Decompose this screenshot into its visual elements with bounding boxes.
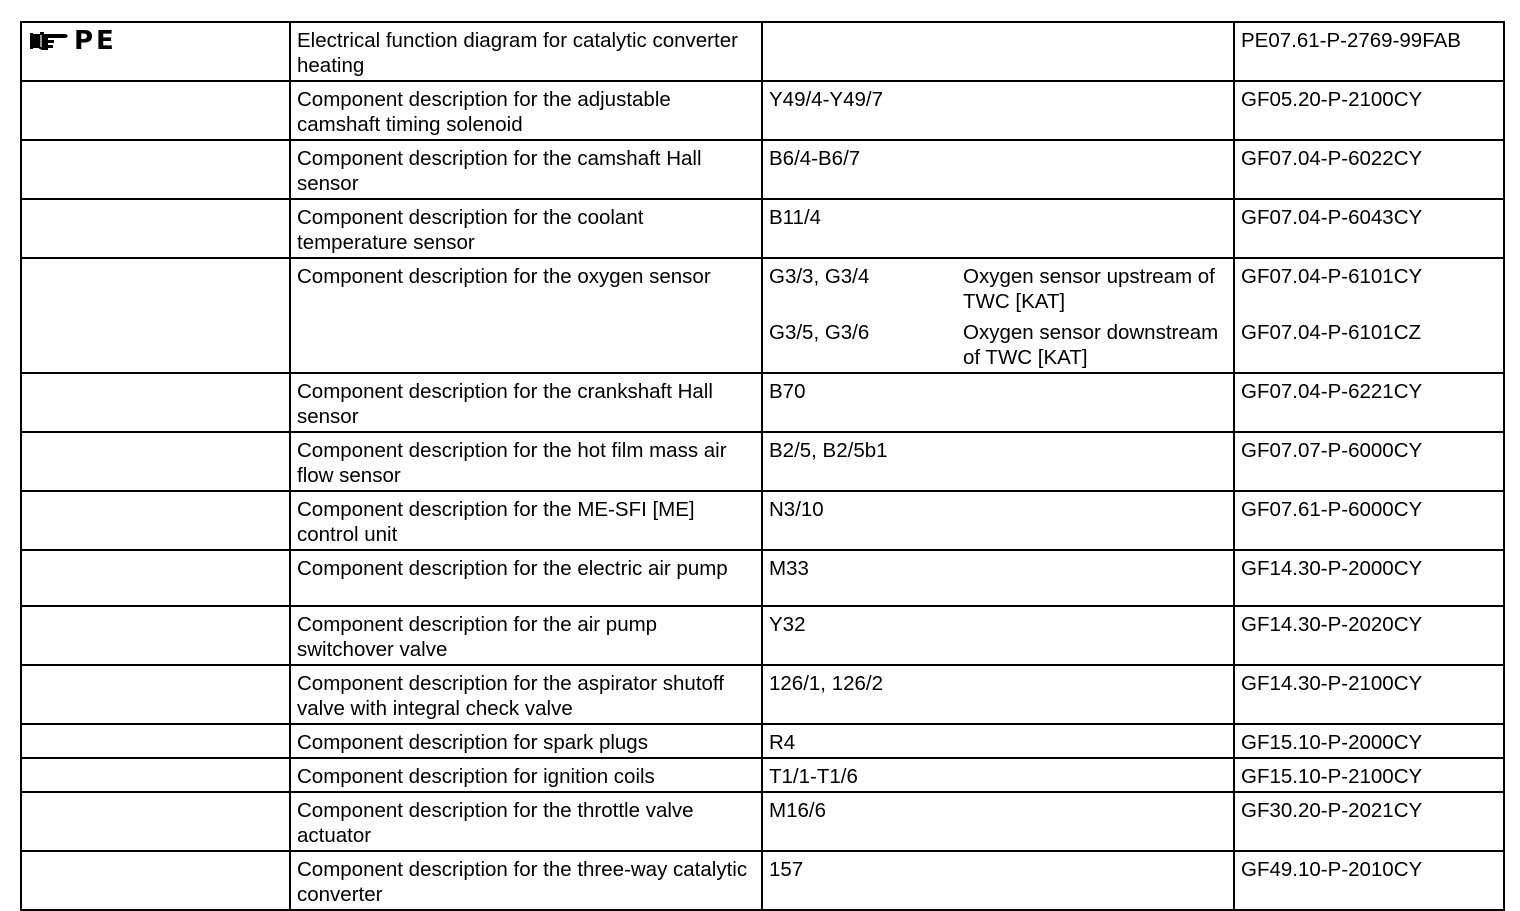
code-cell — [762, 758, 1234, 792]
empty-cell — [21, 491, 290, 550]
description-text: Electrical function diagram for catalytic converter heating — [297, 29, 738, 77]
empty-cell — [21, 258, 290, 373]
document-reference: GF07.04-P-6221CY — [1241, 380, 1423, 403]
doc-cell — [1234, 792, 1504, 851]
component-code: B6/4-B6/7 — [769, 147, 861, 170]
code-cell — [762, 606, 1234, 665]
empty-cell — [21, 724, 290, 758]
pe-tag-label: PE — [74, 26, 117, 56]
code-cell — [762, 432, 1234, 491]
document-reference: GF14.30-P-2100CY — [1241, 672, 1423, 695]
reference-table — [20, 21, 1505, 911]
component-code: B11/4 — [769, 206, 822, 229]
doc-cell — [1234, 81, 1504, 140]
description-cell — [290, 258, 762, 373]
document-reference: GF49.10-P-2010CY — [1241, 858, 1423, 881]
description-text: Component description for the camshaft Hall sensor — [297, 147, 702, 195]
document-reference: GF07.04-P-6101CY — [1241, 265, 1423, 288]
pointing-hand-icon — [30, 28, 70, 54]
description-cell — [290, 140, 762, 199]
component-code: 157 — [769, 858, 804, 881]
code-cell — [762, 665, 1234, 724]
document-reference: GF14.30-P-2020CY — [1241, 613, 1423, 636]
description-text: Component description for the oxygen sensor — [297, 265, 711, 288]
description-text: Component description for the throttle valve actuator — [297, 799, 694, 847]
empty-cell — [21, 140, 290, 199]
doc-cell — [1234, 258, 1504, 373]
table-row — [21, 792, 1504, 851]
doc-cell — [1234, 606, 1504, 665]
description-cell — [290, 199, 762, 258]
empty-cell — [21, 81, 290, 140]
table-row — [21, 199, 1504, 258]
table-row — [21, 851, 1504, 910]
doc-cell — [1234, 851, 1504, 910]
description-text: Component description for the ME-SFI [ME] control unit — [297, 498, 695, 546]
description-text: Component description for ignition coils — [297, 765, 655, 788]
description-text: Component description for the air pump switchover valve — [297, 613, 658, 661]
doc-cell — [1234, 724, 1504, 758]
code-cell — [762, 81, 1234, 140]
doc-cell — [1234, 22, 1504, 81]
description-text: Component description for spark plugs — [297, 731, 648, 754]
table-row — [21, 758, 1504, 792]
table-row — [21, 606, 1504, 665]
empty-cell — [21, 373, 290, 432]
component-code: B2/5, B2/5b1 — [769, 439, 888, 462]
empty-cell — [21, 665, 290, 724]
doc-cell — [1234, 665, 1504, 724]
description-cell — [290, 758, 762, 792]
table-row — [21, 432, 1504, 491]
description-text: Component description for the aspirator shutoff valve with integral check valve — [297, 672, 724, 720]
empty-cell — [21, 606, 290, 665]
doc-cell — [1234, 199, 1504, 258]
code-cell — [762, 258, 1234, 373]
doc-cell — [1234, 758, 1504, 792]
document-reference: GF05.20-P-2100CY — [1241, 88, 1423, 111]
empty-cell — [21, 792, 290, 851]
empty-cell — [21, 758, 290, 792]
code-cell — [762, 724, 1234, 758]
description-text: Component description for the coolant temperature sensor — [297, 206, 644, 254]
description-cell — [290, 851, 762, 910]
document-reference: GF07.04-P-6101CZ — [1241, 321, 1422, 344]
document-reference: GF07.04-P-6022CY — [1241, 147, 1423, 170]
description-text: Component description for the crankshaft Hall sensor — [297, 380, 713, 428]
description-cell — [290, 22, 762, 81]
description-cell — [290, 491, 762, 550]
component-code: B70 — [769, 380, 806, 403]
description-cell — [290, 724, 762, 758]
component-code: M33 — [769, 557, 809, 580]
component-note: Oxygen sensor downstream of TWC [KAT] — [963, 321, 1219, 369]
component-code: N3/10 — [769, 498, 824, 521]
description-cell — [290, 606, 762, 665]
description-text: Component description for the hot film mass air flow sensor — [297, 439, 727, 487]
code-cell — [762, 140, 1234, 199]
table-row — [21, 258, 1504, 373]
document-reference: GF15.10-P-2000CY — [1241, 731, 1423, 754]
code-cell — [762, 373, 1234, 432]
empty-cell — [21, 432, 290, 491]
empty-cell — [21, 851, 290, 910]
table-row — [21, 140, 1504, 199]
component-code: Y32 — [769, 613, 806, 636]
code-cell — [762, 22, 1234, 81]
table-row — [21, 665, 1504, 724]
component-code: R4 — [769, 731, 796, 754]
description-text: Component description for the adjustable camshaft timing solenoid — [297, 88, 671, 136]
description-cell — [290, 432, 762, 491]
component-code: T1/1-T1/6 — [769, 765, 858, 788]
description-cell — [290, 550, 762, 606]
sensor-entry — [769, 320, 1227, 370]
document-reference: GF07.61-P-6000CY — [1241, 498, 1423, 521]
code-cell — [762, 792, 1234, 851]
document-reference: GF14.30-P-2000CY — [1241, 557, 1423, 580]
code-cell — [762, 851, 1234, 910]
document-reference: GF30.20-P-2021CY — [1241, 799, 1423, 822]
doc-cell — [1234, 550, 1504, 606]
document-reference: GF07.07-P-6000CY — [1241, 439, 1423, 462]
document-reference: PE07.61-P-2769-99FAB — [1241, 29, 1461, 52]
document-reference: GF15.10-P-2100CY — [1241, 765, 1423, 788]
component-code: M16/6 — [769, 799, 826, 822]
table-row — [21, 373, 1504, 432]
empty-cell — [21, 550, 290, 606]
code-cell — [762, 199, 1234, 258]
description-text: Component description for the electric air pump — [297, 557, 728, 580]
doc-entry — [1241, 320, 1497, 345]
table-row — [21, 491, 1504, 550]
doc-cell — [1234, 432, 1504, 491]
description-cell — [290, 81, 762, 140]
table-row — [21, 81, 1504, 140]
component-code: G3/3, G3/4 — [769, 265, 870, 288]
doc-entry — [1241, 264, 1497, 289]
description-cell — [290, 665, 762, 724]
doc-cell — [1234, 491, 1504, 550]
tag-cell — [21, 22, 290, 81]
pe-tag — [28, 28, 283, 54]
sensor-entry — [769, 264, 1227, 314]
description-cell — [290, 373, 762, 432]
document-reference: GF07.04-P-6043CY — [1241, 206, 1423, 229]
empty-cell — [21, 199, 290, 258]
component-code: G3/5, G3/6 — [769, 321, 870, 344]
component-note: Oxygen sensor upstream of TWC [KAT] — [963, 265, 1215, 313]
component-code: 126/1, 126/2 — [769, 672, 883, 695]
code-cell — [762, 491, 1234, 550]
table-row — [21, 724, 1504, 758]
doc-cell — [1234, 140, 1504, 199]
component-code: Y49/4-Y49/7 — [769, 88, 883, 111]
table-row — [21, 22, 1504, 81]
description-text: Component description for the three-way catalytic converter — [297, 858, 748, 906]
description-cell — [290, 792, 762, 851]
doc-cell — [1234, 373, 1504, 432]
table-row — [21, 550, 1504, 606]
code-cell — [762, 550, 1234, 606]
